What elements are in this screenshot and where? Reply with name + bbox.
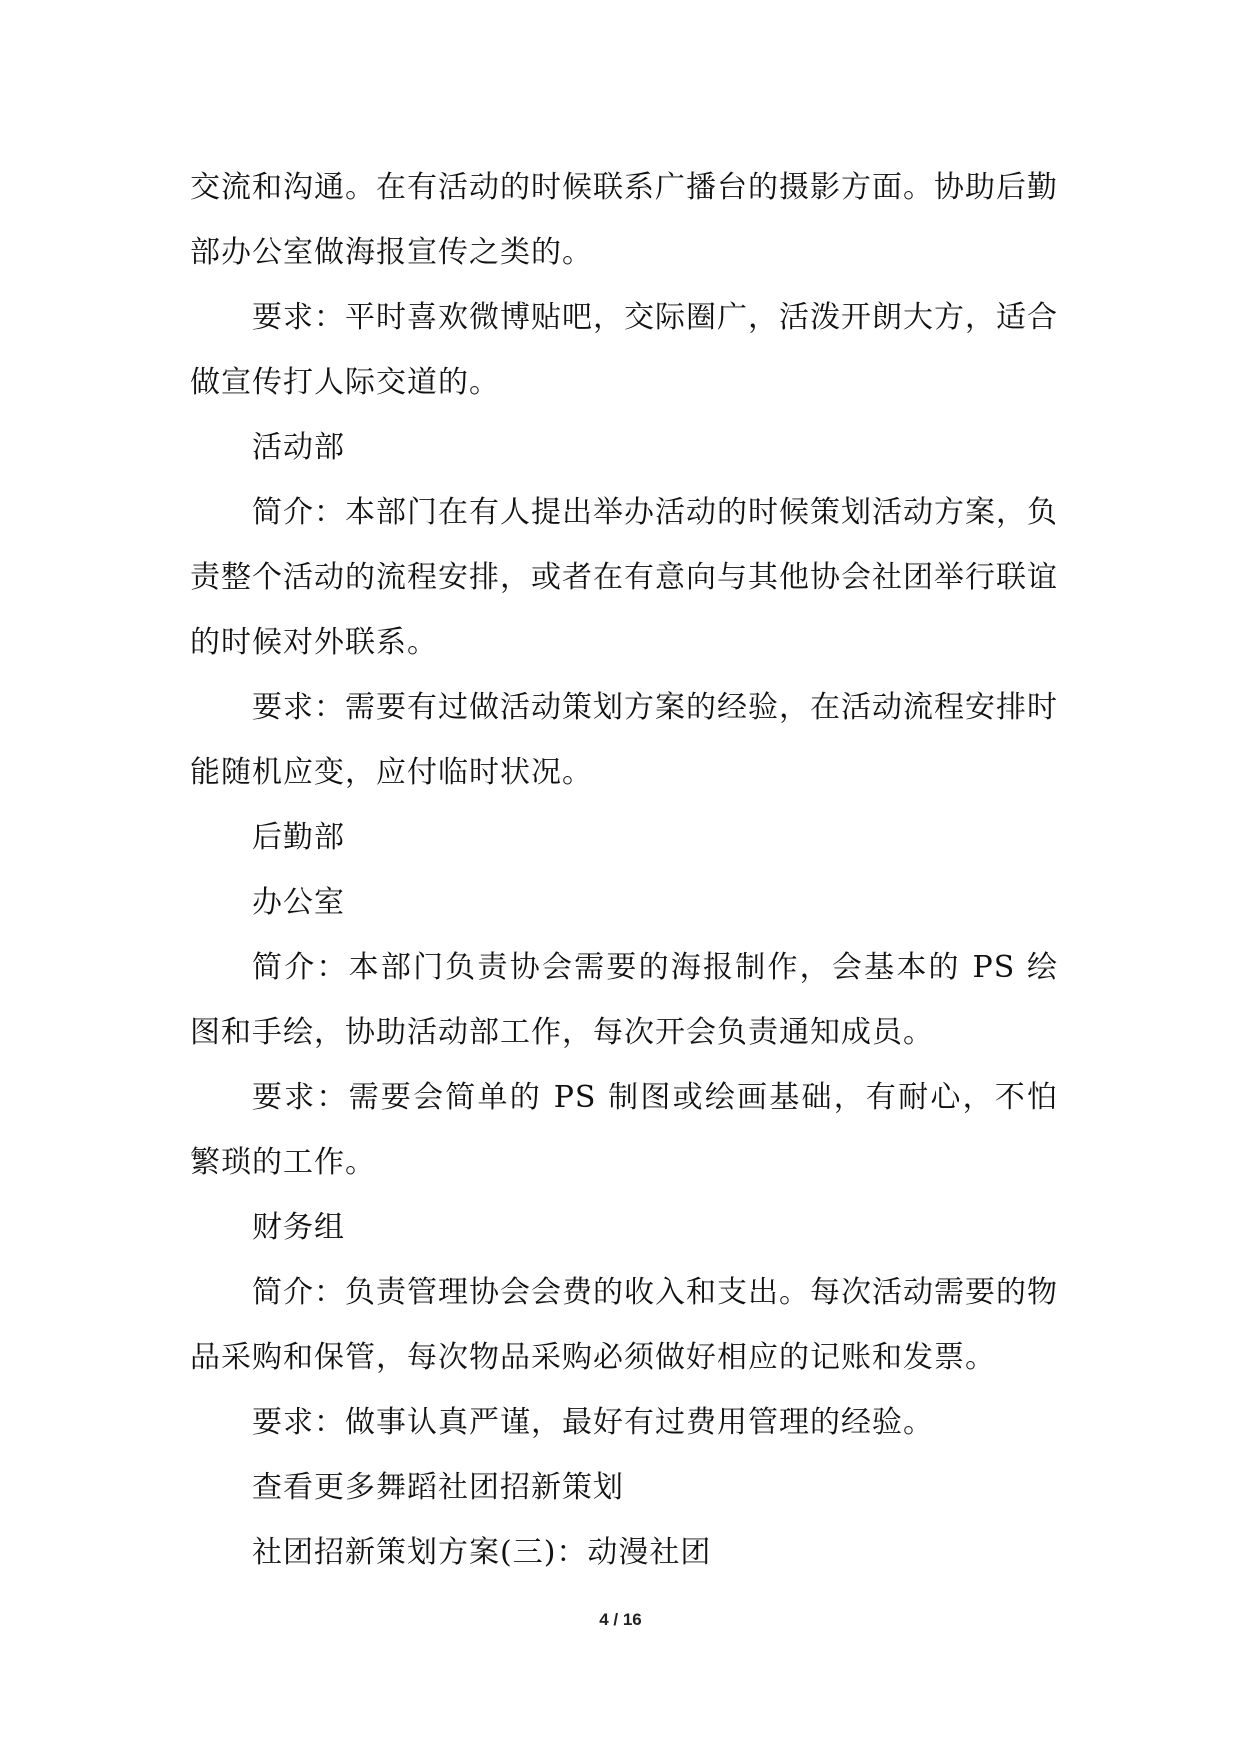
paragraph-activity-requirement: 要求：需要有过做活动策划方案的经验，在活动流程安排时能随机应变，应付临时状况。 [190, 690, 1058, 790]
heading-finance-group: 财务组 [252, 1210, 345, 1245]
heading-office: 办公室 [252, 885, 345, 920]
paragraph-finance-intro: 简介：负责管理协会会费的收入和支出。每次活动需要的物品采购和保管，每次物品采购必须做好相应的记账和发票。 [190, 1275, 1058, 1375]
paragraph-finance-requirement: 要求：做事认真严谨，最好有过费用管理的经验。 [252, 1405, 934, 1440]
document-body [190, 155, 1058, 1585]
heading-logistics-department: 后勤部 [252, 820, 345, 855]
paragraph-office-intro: 简介：本部门负责协会需要的海报制作，会基本的 PS 绘图和手绘，协助活动部工作，每次开会负责通知成员。 [190, 950, 1058, 1050]
link-more-dance-club: 查看更多舞蹈社团招新策划 [252, 1470, 624, 1505]
page-number: 4 / 16 [599, 1610, 642, 1629]
heading-activity-department: 活动部 [252, 430, 345, 465]
heading-plan-three-anime-club: 社团招新策划方案(三)：动漫社团 [252, 1535, 712, 1570]
paragraph-activity-intro: 简介：本部门在有人提出举办活动的时候策划活动方案，负责整个活动的流程安排，或者在有意向与其他协会社团举行联谊的时候对外联系。 [190, 495, 1058, 660]
paragraph-office-requirement: 要求：需要会简单的 PS 制图或绘画基础，有耐心，不怕繁琐的工作。 [190, 1080, 1058, 1180]
paragraph-publicity-requirement: 要求：平时喜欢微博贴吧，交际圈广，活泼开朗大方，适合做宣传打人际交道的。 [190, 300, 1058, 400]
paragraph-continuation: 交流和沟通。在有活动的时候联系广播台的摄影方面。协助后勤部办公室做海报宣传之类的。 [190, 170, 1058, 270]
